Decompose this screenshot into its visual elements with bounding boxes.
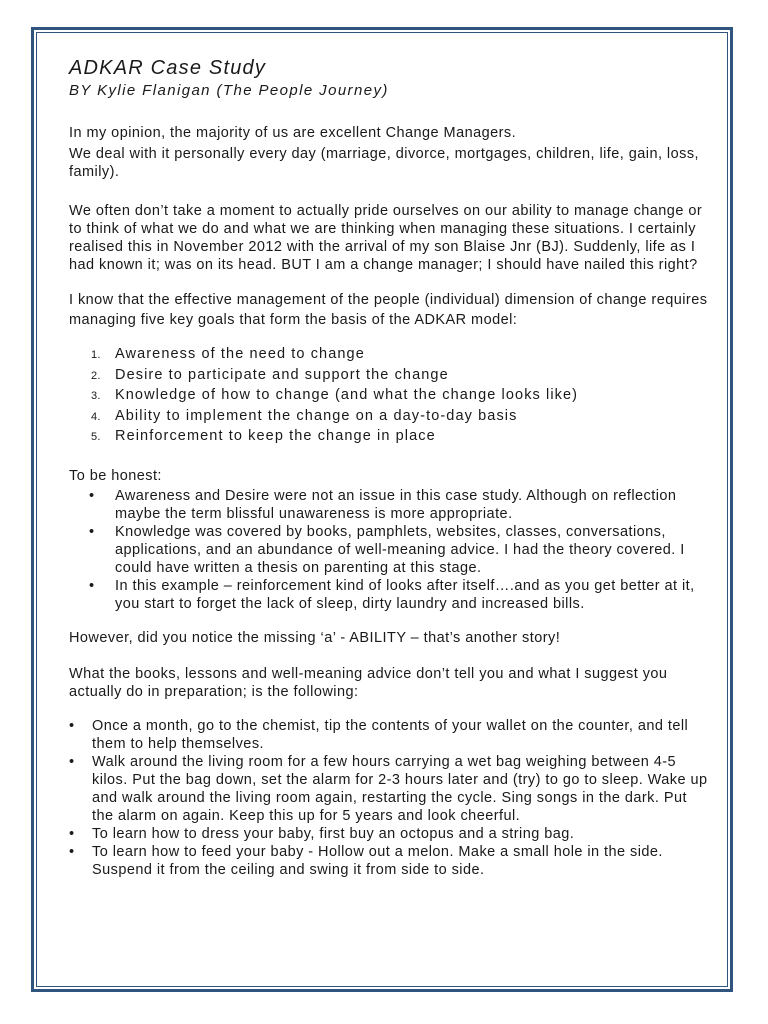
paragraph-pride: We often don’t take a moment to actually pride ourselves on our ability to manage change or to think of what we do and what we are thinking when managing these situations. I certainly realised this in November 2012 with the arrival of my son Blaise Jnr (BJ). Suddenly, life as I had known it; was on its head. BUT I am a change manager; I should have nailed this right? <box>69 203 703 273</box>
list-number: 5. <box>91 431 101 444</box>
list-text: Once a month, go to the chemist, tip the contents of your wallet on the counter, and tell them to help themselves. <box>92 717 689 752</box>
list-number: 4. <box>91 410 101 423</box>
list-item <box>69 843 709 879</box>
list-text: To learn how to feed your baby - Hollow out a melon. Make a small hole in the side. Suspend it from the ceiling and swing it from side to side. <box>92 843 663 878</box>
preparation-list <box>69 717 709 879</box>
list-number: 2. <box>91 369 101 382</box>
intro-paragraph-1: In my opinion, the majority of us are excellent Change Managers. <box>69 125 517 141</box>
bullet: • <box>89 577 95 594</box>
list-text: Knowledge of how to change (and what the change looks like) <box>115 387 579 404</box>
bullet: • <box>69 825 75 842</box>
honest-list <box>69 487 709 613</box>
bullet: • <box>69 717 75 734</box>
bullet: • <box>69 843 75 860</box>
list-text: Reinforcement to keep the change in place <box>115 428 436 445</box>
bullet: • <box>89 523 95 540</box>
document-byline: BY Kylie Flanigan (The People Journey) <box>69 82 389 99</box>
list-item <box>69 487 709 523</box>
list-item <box>69 406 709 427</box>
list-text: In this example – reinforcement kind of looks after itself….and as you get better at it, you start to forget the lack of sleep, dirty laundry and increased bills. <box>115 577 695 612</box>
list-item <box>69 344 709 365</box>
list-item <box>69 426 709 447</box>
list-text: Ability to implement the change on a day-to-day basis <box>115 407 518 424</box>
list-text: Awareness and Desire were not an issue in this case study. Although on reflection maybe the term blissful unawareness is more appropriate. <box>115 487 677 522</box>
list-text: Knowledge was covered by books, pamphlets, websites, classes, conversations, applications, and an abundance of well-meaning advice. I had the theory covered. I could have written a thesis on parenting at this stage. <box>115 523 685 576</box>
list-item <box>69 753 709 825</box>
list-text: To learn how to dress your baby, first buy an octopus and a string bag. <box>92 825 575 842</box>
list-item <box>69 717 709 753</box>
paragraph-adkar-intro: I know that the effective management of the people (individual) dimension of change requires managing five key goals that form the basis of the ADKAR model: <box>69 292 708 328</box>
paragraph-however: However, did you notice the missing ‘a’ - ABILITY – that’s another story! <box>69 629 561 646</box>
bullet: • <box>69 753 75 770</box>
document-body <box>69 56 709 879</box>
list-number: 3. <box>91 390 101 403</box>
honest-heading: To be honest: <box>69 467 162 484</box>
list-item <box>69 523 709 577</box>
paragraph-preparation: What the books, lessons and well-meaning advice don’t tell you and what I suggest you actually do in preparation; is the following: <box>69 665 668 700</box>
list-item <box>69 577 709 613</box>
list-item <box>69 365 709 386</box>
list-text: Desire to participate and support the change <box>115 366 449 383</box>
adkar-goals-list <box>69 344 709 447</box>
intro-paragraph-2: We deal with it personally every day (marriage, divorce, mortgages, children, life, gain, loss, family). <box>69 146 699 180</box>
list-number: 1. <box>91 349 101 361</box>
list-item <box>69 385 709 406</box>
bullet: • <box>89 487 95 504</box>
list-item <box>69 825 709 843</box>
document-title: ADKAR Case Study <box>69 57 267 79</box>
list-text: Walk around the living room for a few hours carrying a wet bag weighing between 4-5 kilos. Put the bag down, set the alarm for 2-3 hours later and (try) to go to sleep. Wake up and walk around the living room again, restarting the cycle. Sing songs in the dark. Put the alarm on again. Keep this up for 5 years and look cheerful. <box>92 753 708 824</box>
list-text: Awareness of the need to change <box>115 346 365 362</box>
